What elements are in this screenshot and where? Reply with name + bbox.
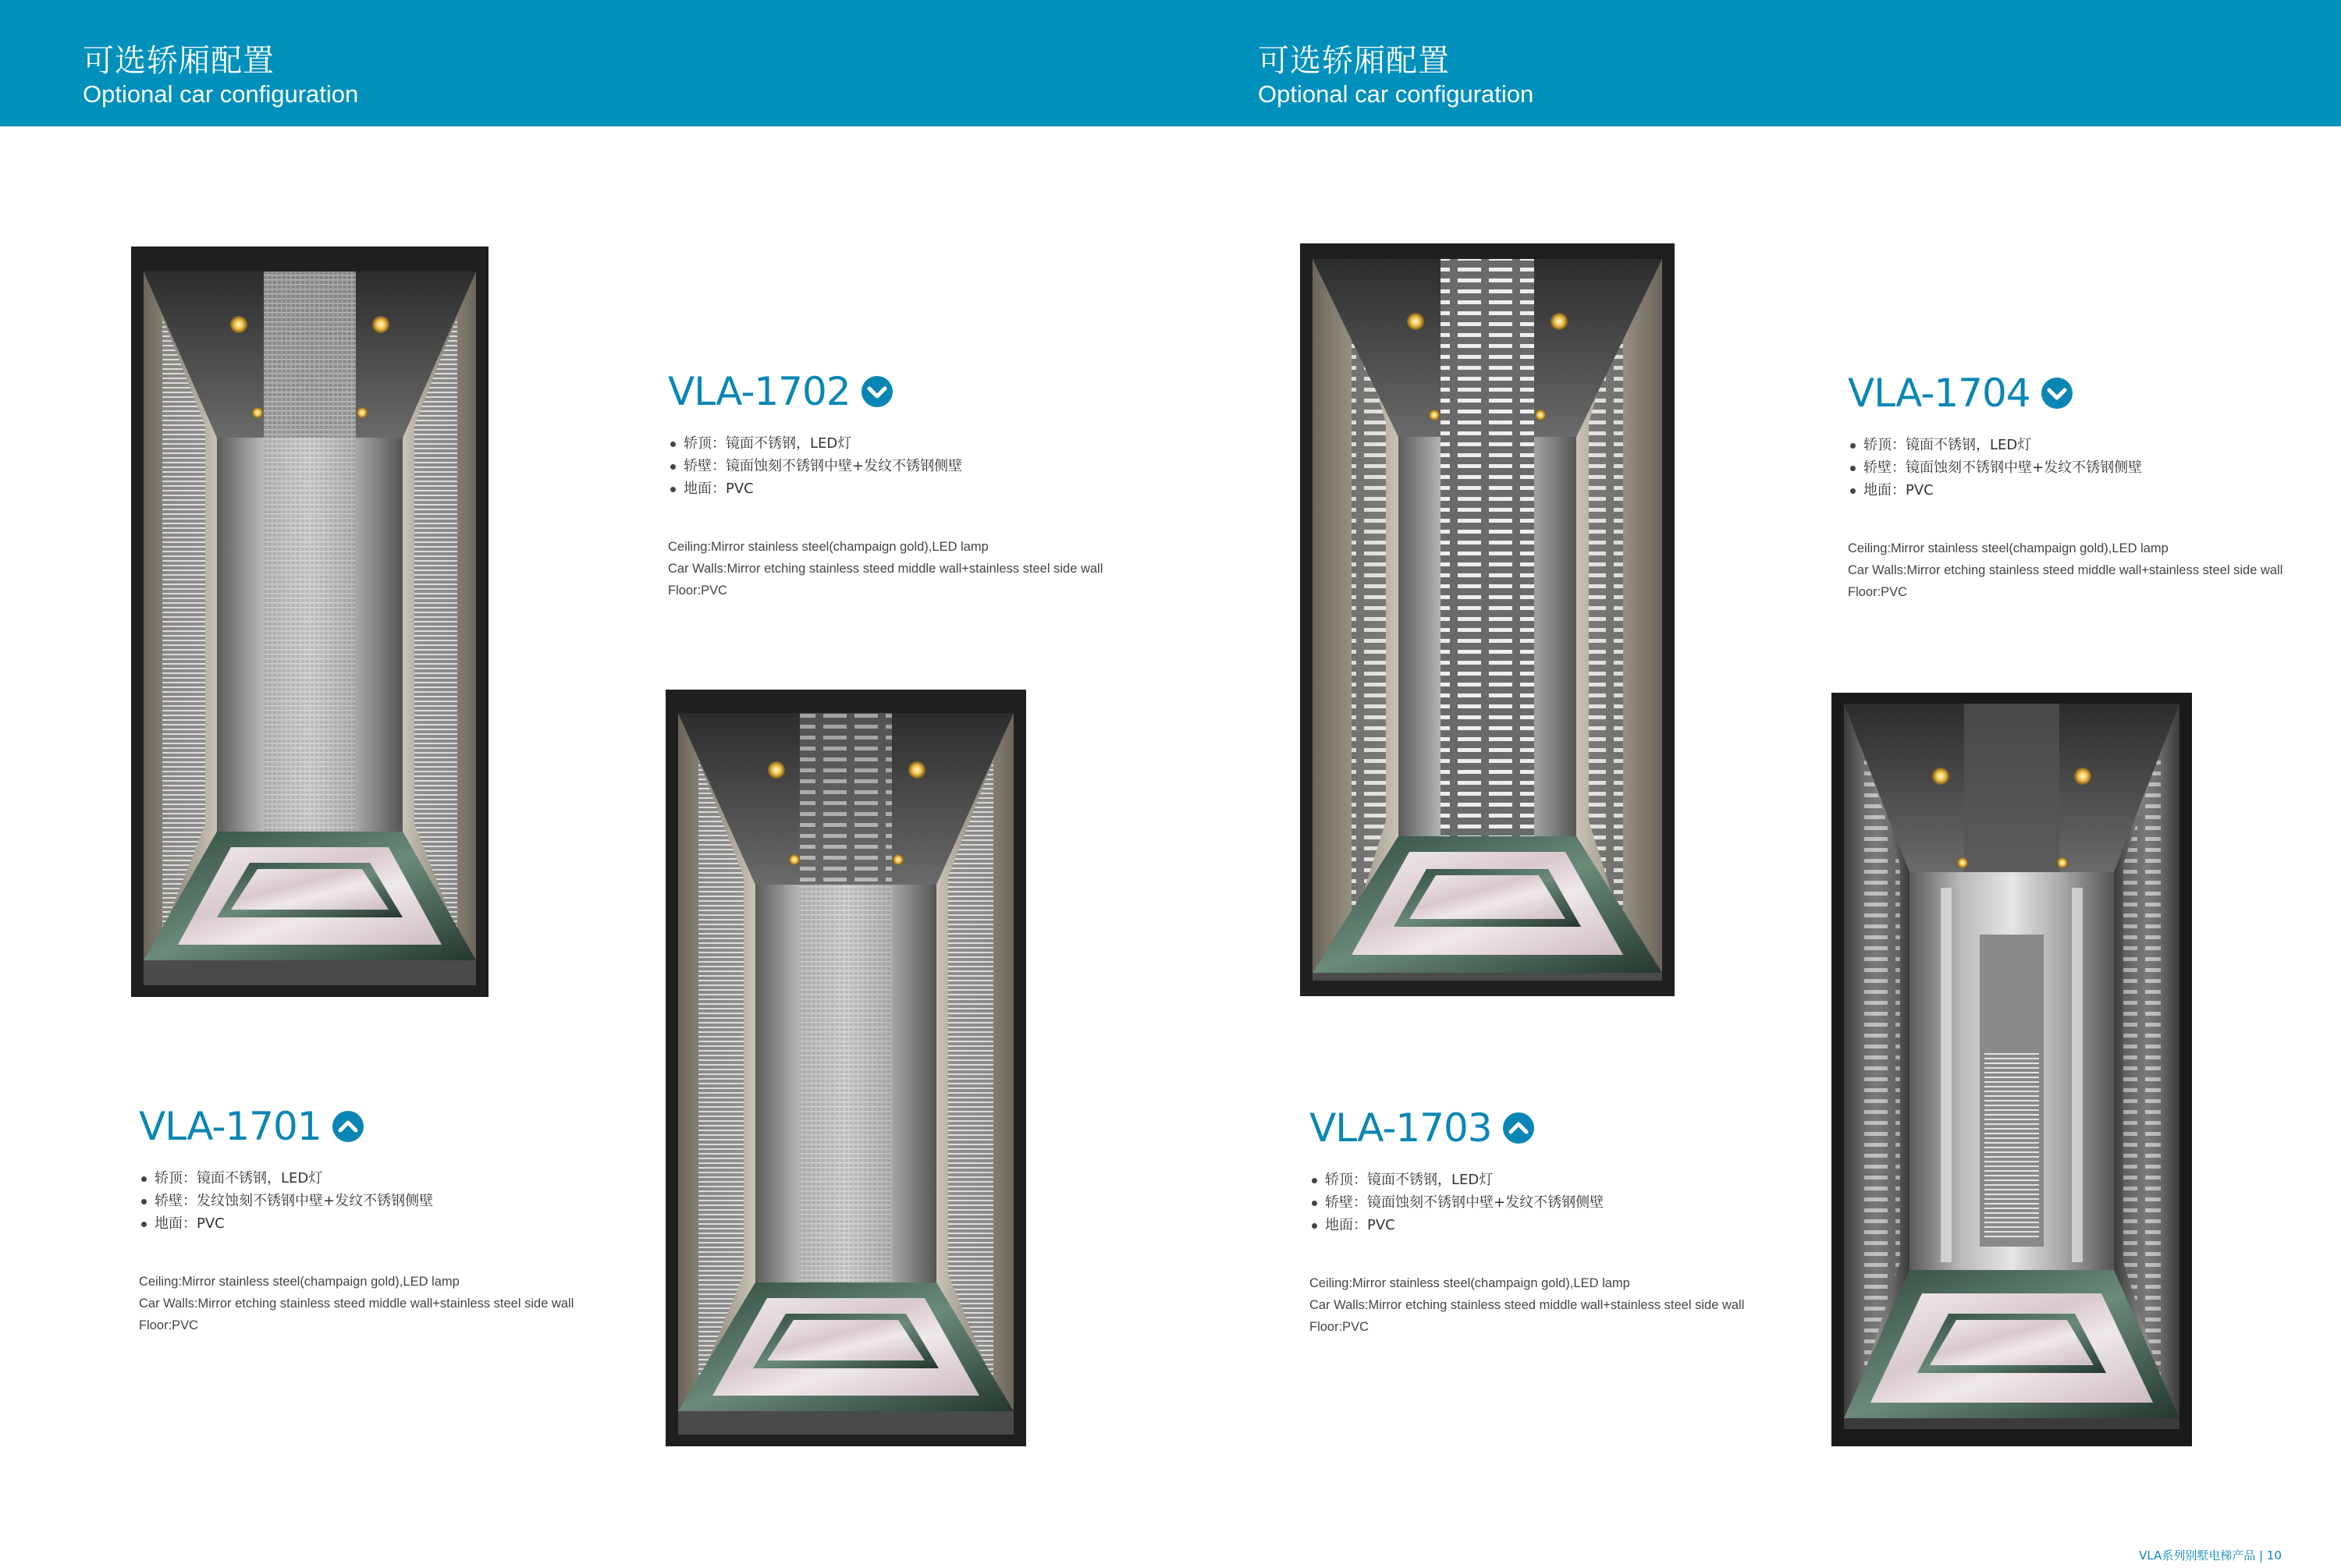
header-left bbox=[83, 42, 358, 109]
spec-ceiling: 轿顶：镜面不锈钢，LED灯 bbox=[1848, 434, 2282, 456]
spec-floor: 地面：PVC bbox=[1309, 1214, 1744, 1236]
page-footer: VLA系列别墅电梯产品 | 10 bbox=[2139, 1548, 2282, 1563]
desc-floor: Floor:PVC bbox=[1309, 1320, 1369, 1334]
model-card-1701 bbox=[139, 1102, 574, 1336]
spec-list bbox=[1309, 1169, 1744, 1236]
spec-walls: 轿壁：镜面蚀刻不锈钢中壁+发纹不锈钢侧壁 bbox=[1309, 1191, 1744, 1214]
spec-walls: 轿壁：发纹蚀刻不锈钢中壁+发纹不锈钢侧壁 bbox=[139, 1190, 574, 1212]
header-title-en: Optional car configuration bbox=[1258, 80, 1534, 108]
model-name: VLA-1703 bbox=[1309, 1105, 1492, 1151]
description bbox=[668, 536, 1103, 601]
desc-floor: Floor:PVC bbox=[139, 1318, 199, 1332]
model-card-1704 bbox=[1848, 368, 2282, 603]
spec-floor: 地面：PVC bbox=[139, 1212, 574, 1235]
model-card-1702 bbox=[668, 367, 1103, 601]
spec-floor: 地面：PVC bbox=[668, 477, 1103, 500]
spec-list bbox=[1848, 434, 2282, 502]
model-title bbox=[139, 1102, 574, 1151]
model-title bbox=[1309, 1103, 1744, 1153]
desc-ceiling: Ceiling:Mirror stainless steel(champaign gold),LED lamp bbox=[668, 540, 989, 554]
model-name: VLA-1701 bbox=[139, 1104, 321, 1149]
elevator-car-image-1704 bbox=[1831, 693, 2192, 1446]
model-name: VLA-1704 bbox=[1848, 371, 2030, 416]
header-title-cn: 可选轿厢配置 bbox=[1258, 43, 1450, 79]
chevron-down-badge-icon bbox=[861, 376, 893, 407]
chevron-up-badge-icon bbox=[1503, 1112, 1534, 1144]
desc-walls: Car Walls:Mirror etching stainless steed middle wall+stainless steel side wall bbox=[139, 1297, 574, 1311]
desc-walls: Car Walls:Mirror etching stainless steed middle wall+stainless steel side wall bbox=[1848, 563, 2283, 577]
spec-ceiling: 轿顶：镜面不锈钢，LED灯 bbox=[139, 1167, 574, 1190]
header-right bbox=[1258, 42, 1533, 109]
spec-list bbox=[139, 1167, 574, 1235]
model-title bbox=[1848, 368, 2282, 418]
model-name: VLA-1702 bbox=[668, 369, 851, 414]
description bbox=[139, 1271, 574, 1336]
spec-ceiling: 轿顶：镜面不锈钢，LED灯 bbox=[668, 432, 1103, 455]
desc-walls: Car Walls:Mirror etching stainless steed middle wall+stainless steel side wall bbox=[668, 562, 1103, 576]
spec-ceiling: 轿顶：镜面不锈钢，LED灯 bbox=[1309, 1169, 1744, 1191]
elevator-car-image-1701 bbox=[131, 247, 488, 997]
model-card-1703 bbox=[1309, 1103, 1744, 1338]
elevator-car-image-1703 bbox=[1300, 243, 1675, 996]
model-title bbox=[668, 367, 1103, 417]
desc-floor: Floor:PVC bbox=[668, 584, 728, 598]
chevron-down-badge-icon bbox=[2041, 378, 2073, 409]
desc-ceiling: Ceiling:Mirror stainless steel(champaign gold),LED lamp bbox=[1848, 541, 2169, 555]
elevator-car-image-1702 bbox=[666, 690, 1026, 1446]
page-header bbox=[0, 0, 2341, 126]
description bbox=[1309, 1272, 1744, 1338]
desc-floor: Floor:PVC bbox=[1848, 585, 1908, 599]
description bbox=[1848, 537, 2282, 603]
desc-walls: Car Walls:Mirror etching stainless steed middle wall+stainless steel side wall bbox=[1309, 1298, 1745, 1312]
spec-walls: 轿壁：镜面蚀刻不锈钢中壁+发纹不锈钢侧壁 bbox=[1848, 456, 2282, 479]
desc-ceiling: Ceiling:Mirror stainless steel(champaign gold),LED lamp bbox=[1309, 1276, 1630, 1290]
spec-list bbox=[668, 432, 1103, 500]
chevron-up-badge-icon bbox=[332, 1111, 364, 1142]
header-title-en: Optional car configuration bbox=[83, 80, 359, 108]
header-title-cn: 可选轿厢配置 bbox=[83, 43, 275, 79]
spec-floor: 地面：PVC bbox=[1848, 479, 2282, 502]
desc-ceiling: Ceiling:Mirror stainless steel(champaign gold),LED lamp bbox=[139, 1275, 460, 1289]
spec-walls: 轿壁：镜面蚀刻不锈钢中壁+发纹不锈钢侧壁 bbox=[668, 455, 1103, 477]
